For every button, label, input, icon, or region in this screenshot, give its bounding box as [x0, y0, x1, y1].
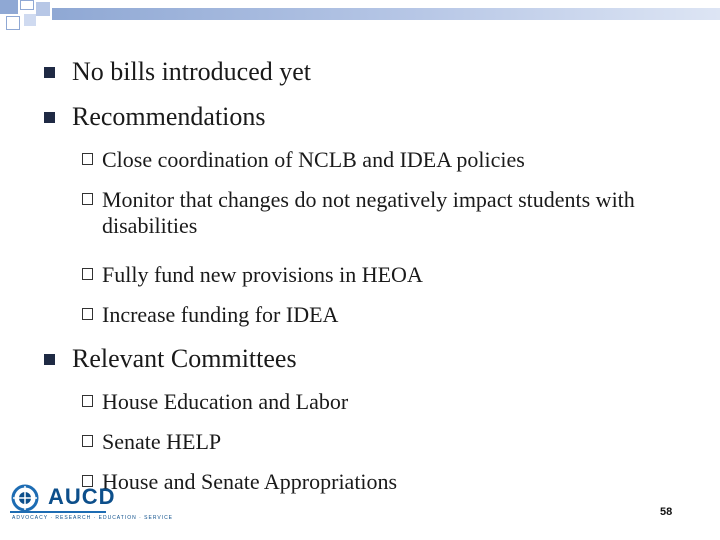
bullet-text: Recommendations: [72, 102, 266, 131]
logo-rule: [10, 511, 106, 513]
deco-square: [36, 2, 50, 16]
sub-bullet-text: Increase funding for IDEA: [102, 302, 339, 327]
sub-bullet-item: [102, 187, 642, 239]
deco-square: [6, 16, 20, 30]
logo-name: AUCD: [48, 484, 116, 509]
sub-bullet-text: House and Senate Appropriations: [102, 469, 398, 494]
header-bar: [52, 8, 720, 20]
sub-bullet-item: [102, 389, 662, 415]
checkbox-bullet-icon: [82, 193, 93, 205]
sub-bullet-item: [102, 469, 662, 495]
checkbox-bullet-icon: [82, 435, 93, 447]
deco-square: [24, 14, 36, 26]
checkbox-bullet-icon: [82, 268, 93, 280]
deco-square: [20, 0, 34, 10]
header-decoration: [0, 0, 720, 30]
checkbox-bullet-icon: [82, 395, 93, 407]
bullet-item: [72, 57, 311, 87]
bullet-item: [72, 344, 297, 374]
page-number: 58: [660, 506, 673, 518]
sub-bullet-text: Close coordination of NCLB and IDEA policies: [102, 147, 525, 172]
sub-bullet-text: Senate HELP: [102, 429, 222, 454]
sub-bullet-text: Monitor that changes do not negatively impact students with disabilities: [102, 187, 635, 238]
bullet-text: Relevant Committees: [72, 344, 297, 373]
square-bullet-icon: [44, 67, 55, 78]
deco-square: [0, 0, 18, 14]
logo-tagline: ADVOCACY · RESEARCH · EDUCATION · SERVICE: [12, 515, 174, 521]
square-bullet-icon: [44, 354, 55, 365]
aucd-globe-icon: [10, 484, 44, 512]
sub-bullet-text: Fully fund new provisions in HEOA: [102, 262, 423, 287]
checkbox-bullet-icon: [82, 308, 93, 320]
sub-bullet-item: [102, 262, 662, 288]
aucd-logo: [8, 484, 174, 526]
bullet-item: [72, 102, 266, 132]
square-bullet-icon: [44, 112, 55, 123]
sub-bullet-item: [102, 147, 662, 173]
bullet-text: No bills introduced yet: [72, 57, 312, 86]
sub-bullet-item: [102, 302, 662, 328]
checkbox-bullet-icon: [82, 153, 93, 165]
sub-bullet-text: House Education and Labor: [102, 389, 349, 414]
sub-bullet-item: [102, 429, 662, 455]
